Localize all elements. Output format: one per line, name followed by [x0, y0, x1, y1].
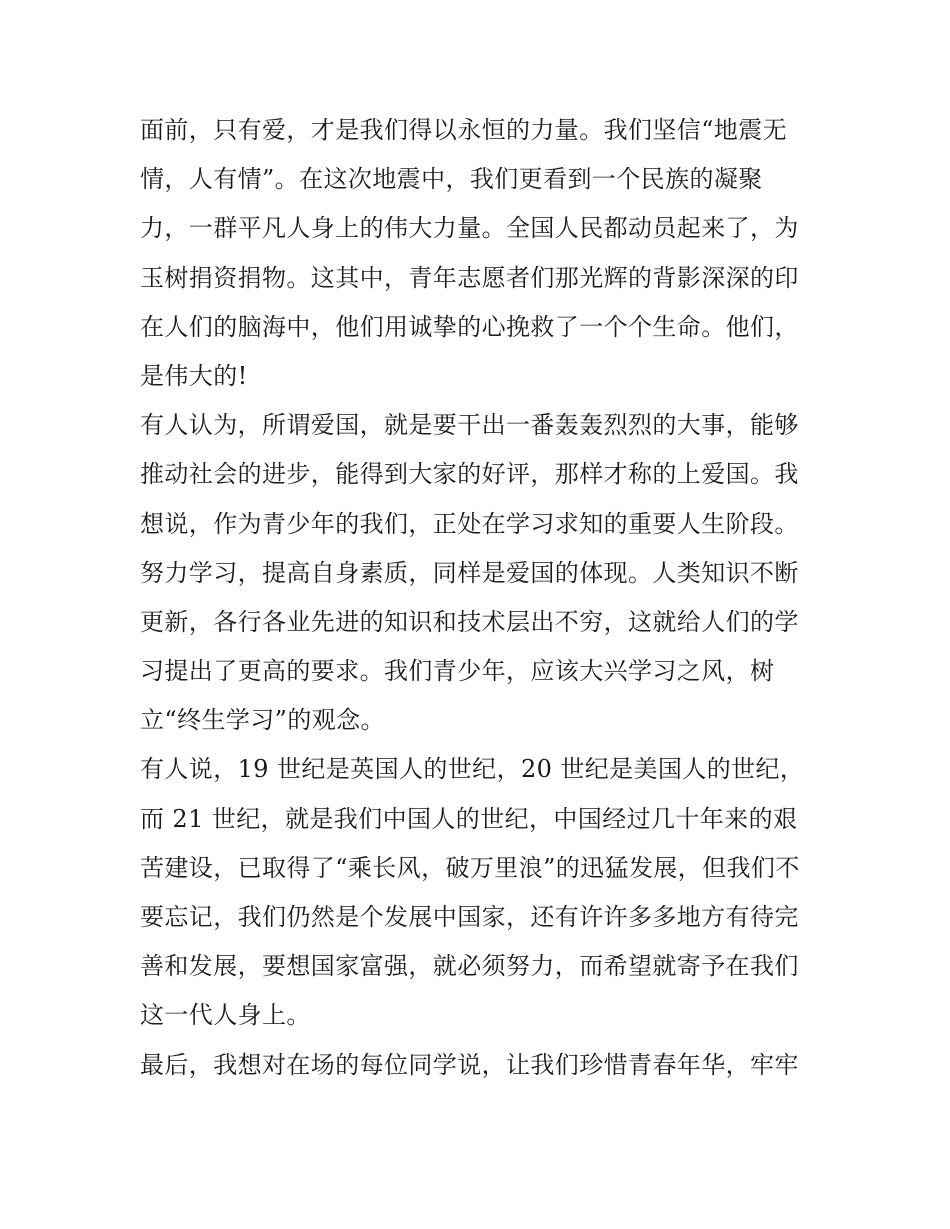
text-line: 有人认为，所谓爱国，就是要干出一番轰轰烈烈的大事，能够: [140, 411, 799, 440]
text-line: 努力学习，提高自身素质，同样是爱国的体现。人类知识不断: [140, 558, 799, 587]
text-line: 是伟大的!: [140, 361, 248, 390]
text-line: 玉树捐资捐物。这其中，青年志愿者们那光辉的背影深深的印: [140, 263, 799, 292]
text-line: 情，人有情”。在这次地震中，我们更看到一个民族的凝聚: [140, 165, 763, 194]
text-line: 而 21 世纪，就是我们中国人的世纪，中国经过几十年来的艰: [140, 804, 798, 833]
body-text: [140, 106, 840, 1090]
text-line: 要忘记，我们仍然是个发展中国家，还有许许多多地方有待完: [140, 903, 799, 931]
text-line: 有人说，19 世纪是英国人的世纪，20 世纪是美国人的世纪，: [140, 755, 805, 784]
text-line: 这一代人身上。: [140, 1001, 311, 1030]
text-line: 力，一群平凡人身上的伟大力量。全国人民都动员起来了，为: [140, 214, 799, 243]
text-line: 苦建设，已取得了“乘长风，破万里浪”的迅猛发展，但我们不: [140, 853, 800, 882]
text-line: 在人们的脑海中，他们用诚挚的心挽救了一个个生命。他们，: [140, 312, 799, 341]
text-line: 更新，各行各业先进的知识和技术层出不穷，这就给人们的学: [140, 607, 799, 636]
text-line: 推动社会的进步，能得到大家的好评，那样才称的上爱国。我: [140, 460, 799, 489]
text-line: 立“终生学习”的观念。: [140, 706, 385, 735]
text-line: 习提出了更高的要求。我们青少年，应该大兴学习之风，树: [140, 657, 775, 686]
text-line: 最后，我想对在场的每位同学说，让我们珍惜青春年华，牢牢: [140, 1050, 799, 1079]
text-line: 善和发展，要想国家富强，就必须努力，而希望就寄予在我们: [140, 952, 799, 981]
text-line: 面前，只有爱，才是我们得以永恒的力量。我们坚信“地震无: [140, 116, 788, 144]
text-line: 想说，作为青少年的我们，正处在学习求知的重要人生阶段。: [140, 509, 799, 538]
